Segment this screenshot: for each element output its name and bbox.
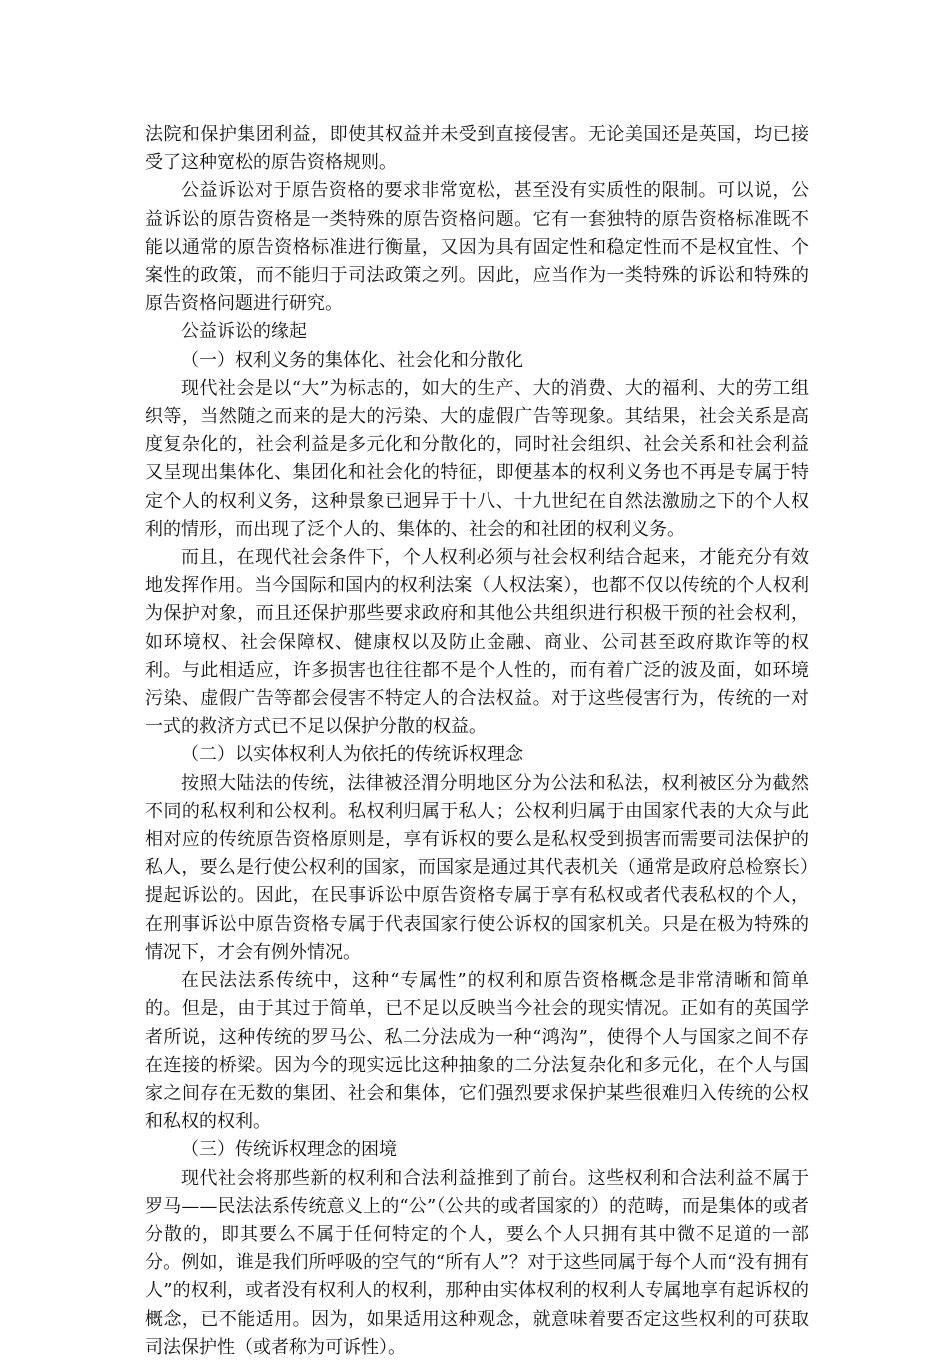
paragraph-continuation: 法院和保护集团利益，即使其权益并未受到直接侵害。无论美国还是英国，均已接受了这种宽松的原告资格规则。 xyxy=(145,124,809,174)
paragraph-standing-overview: 公益诉讼对于原告资格的要求非常宽松，甚至没有实质性的限制。可以说，公益诉讼的原告资格是一类特殊的原告资格问题。它有一套独特的原告资格标准既不能以通常的原告资格标准进行衡量，又因为具有固定性和稳定性而不是权宜性、个案性的政策，而不能归于司法政策之列。因此，应当作为一类特殊的诉讼和特殊的原告资格问题进行研究。 xyxy=(145,180,809,315)
section-heading-origin: 公益诉讼的缘起 xyxy=(181,321,307,343)
paragraph-dilemma: 现代社会将那些新的权利和合法利益推到了前台。这些权利和合法利益不属于罗马——民法法系传统意义上的“公”（公共的或者国家的）的范畴，而是集体的或者分散的，即其要么不属于任何特定的个人，要么个人只拥有其中微不足道的一部分。例如，谁是我们所呼吸的空气的“所有人”？对于这些同属于每个人而“没有拥有人”的权利，或者没有权利人的权利，那种由实体权利的权利人专属地享有起诉权的概念，已不能适用。因为，如果适用这种观念，就意味着要否定这些权利的可获取司法保护性（或者称为可诉性）。 xyxy=(145,1167,809,1358)
paragraph-social-rights: 而且，在现代社会条件下，个人权利必须与社会权利结合起来，才能充分有效地发挥作用。当今国际和国内的权利法案（人权法案），也都不仅以传统的个人权利为保护对象，而且还保护那些要求政府和其他公共组织进行积极干预的社会权利，如环境权、社会保障权、健康权以及防止金融、商业、公司甚至政府欺诈等的权利。与此相适应，许多损害也往往都不是个人性的，而有着广泛的波及面，如环境污染、虚假广告等都会侵害不特定人的合法权益。对于这些侵害行为，传统的一对一式的救济方式已不足以保护分散的权益。 xyxy=(145,547,809,738)
subsection-heading-2: （二）以实体权利人为依托的传统诉权理念 xyxy=(181,744,523,766)
subsection-heading-3: （三）传统诉权理念的困境 xyxy=(181,1139,397,1161)
subsection-heading-1: （一）权利义务的集体化、社会化和分散化 xyxy=(181,349,523,371)
document-page xyxy=(145,121,809,1362)
paragraph-modern-society: 现代社会是以“大”为标志的，如大的生产、大的消费、大的福利、大的劳工组织等，当然随之而来的是大的污染、大的虚假广告等现象。其结果，社会关系是高度复杂化的，社会利益是多元化和分散化的，同时社会组织、社会关系和社会利益又呈现出集体化、集团化和社会化的特征，即便基本的权利义务也不再是专属于特定个人的权利义务，这种景象已迥异于十八、十九世纪在自然法激励之下的个人权利的情形，而出现了泛个人的、集体的、社会的和社团的权利义务。 xyxy=(145,377,809,540)
paragraph-civil-law-tradition: 在民法法系传统中，这种“专属性”的权利和原告资格概念是非常清晰和简单的。但是，由于其过于简单，已不足以反映当今社会的现实情况。正如有的英国学者所说，这种传统的罗马公、私二分法成为一种“鸿沟”，使得个人与国家之间不存在连接的桥梁。因为今的现实远比这种抽象的二分法复杂化和多元化，在个人与国家之间存在无数的集团、社会和集体，它们强烈要求保护某些很难归入传统的公权和私权的权利。 xyxy=(145,970,809,1133)
paragraph-continental-tradition: 按照大陆法的传统，法律被泾渭分明地区分为公法和私法，权利被区分为截然不同的私权利和公权利。私权利归属于私人；公权利归属于由国家代表的大众与此相对应的传统原告资格原则是，享有诉权的要么是私权受到损害而需要司法保护的私人，要么是行使公权利的国家，而国家是通过其代表机关（通常是政府总检察长）提起诉讼的。因此，在民事诉讼中原告资格专属于享有私权或者代表私权的个人，在刑事诉讼中原告资格专属于代表国家行使公诉权的国家机关。只是在极为特殊的情况下，才会有例外情况。 xyxy=(145,772,809,963)
